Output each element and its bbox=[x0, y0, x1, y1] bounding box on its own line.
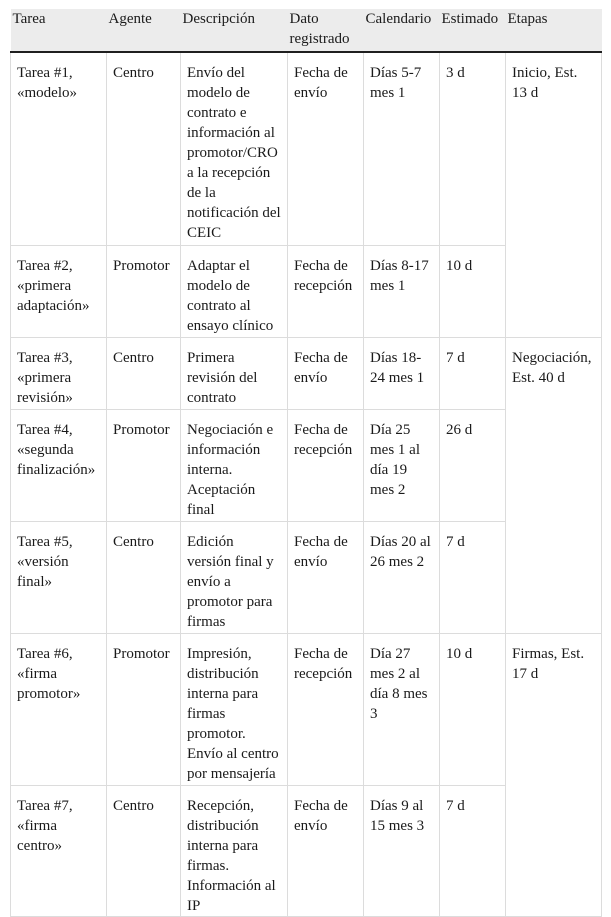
header-etapas: Etapas bbox=[506, 9, 602, 52]
dato-cell: Fecha de envío bbox=[288, 786, 364, 917]
etapa-cell: Inicio, Est. 13 d bbox=[506, 52, 602, 338]
estimado-cell: 7 d bbox=[440, 522, 506, 634]
calendario-cell: Días 20 al 26 mes 2 bbox=[364, 522, 440, 634]
dato-cell: Fecha de envío bbox=[288, 52, 364, 246]
tarea-cell: Tarea #3, «primera revisión» bbox=[11, 338, 107, 410]
dato-cell: Fecha de envío bbox=[288, 522, 364, 634]
estimado-cell: 3 d bbox=[440, 52, 506, 246]
estimado-cell: 7 d bbox=[440, 338, 506, 410]
tarea-cell: Tarea #6, «firma promotor» bbox=[11, 634, 107, 786]
calendario-cell: Días 18-24 mes 1 bbox=[364, 338, 440, 410]
descripcion-cell: Impresión, distribución interna para firmas promotor. Envío al centro por mensajería bbox=[181, 634, 288, 786]
tarea-cell: Tarea #7, «firma centro» bbox=[11, 786, 107, 917]
descripcion-cell: Primera revisión del contrato bbox=[181, 338, 288, 410]
estimado-cell: 7 d bbox=[440, 786, 506, 917]
agente-cell: Centro bbox=[107, 338, 181, 410]
agente-cell: Promotor bbox=[107, 246, 181, 338]
table-row bbox=[11, 338, 602, 410]
agente-cell: Centro bbox=[107, 522, 181, 634]
tarea-cell: Tarea #2, «primera adaptación» bbox=[11, 246, 107, 338]
header-calendario: Calendario bbox=[364, 9, 440, 52]
agente-cell: Promotor bbox=[107, 634, 181, 786]
dato-cell: Fecha de envío bbox=[288, 338, 364, 410]
header-dato-registrado: Dato registrado bbox=[288, 9, 364, 52]
agente-cell: Centro bbox=[107, 786, 181, 917]
table-row bbox=[11, 52, 602, 246]
descripcion-cell: Envío del modelo de contrato e información al promotor/CRO a la recepción de la notificación del CEIC bbox=[181, 52, 288, 246]
dato-cell: Fecha de recepción bbox=[288, 246, 364, 338]
tarea-cell: Tarea #5, «versión final» bbox=[11, 522, 107, 634]
calendario-cell: Días 9 al 15 mes 3 bbox=[364, 786, 440, 917]
etapa-cell: Negociación, Est. 40 d bbox=[506, 338, 602, 634]
calendario-cell: Días 5-7 mes 1 bbox=[364, 52, 440, 246]
descripcion-cell: Adaptar el modelo de contrato al ensayo clínico bbox=[181, 246, 288, 338]
agente-cell: Promotor bbox=[107, 410, 181, 522]
header-agente: Agente bbox=[107, 9, 181, 52]
descripcion-cell: Recepción, distribución interna para firmas. Información al IP bbox=[181, 786, 288, 917]
descripcion-cell: Negociación e información interna. Aceptación final bbox=[181, 410, 288, 522]
descripcion-cell: Edición versión final y envío a promotor para firmas bbox=[181, 522, 288, 634]
tarea-cell: Tarea #1, «modelo» bbox=[11, 52, 107, 246]
estimado-cell: 26 d bbox=[440, 410, 506, 522]
calendario-cell: Día 27 mes 2 al día 8 mes 3 bbox=[364, 634, 440, 786]
calendario-cell: Día 25 mes 1 al día 19 mes 2 bbox=[364, 410, 440, 522]
tasks-table bbox=[10, 9, 602, 917]
header-tarea: Tarea bbox=[11, 9, 107, 52]
agente-cell: Centro bbox=[107, 52, 181, 246]
estimado-cell: 10 d bbox=[440, 634, 506, 786]
header-descripcion: Descripción bbox=[181, 9, 288, 52]
header-row bbox=[11, 9, 602, 52]
calendario-cell: Días 8-17 mes 1 bbox=[364, 246, 440, 338]
estimado-cell: 10 d bbox=[440, 246, 506, 338]
table-row bbox=[11, 634, 602, 786]
dato-cell: Fecha de recepción bbox=[288, 410, 364, 522]
etapa-cell: Firmas, Est. 17 d bbox=[506, 634, 602, 917]
dato-cell: Fecha de recepción bbox=[288, 634, 364, 786]
header-estimado: Estimado bbox=[440, 9, 506, 52]
tarea-cell: Tarea #4, «segunda finalización» bbox=[11, 410, 107, 522]
